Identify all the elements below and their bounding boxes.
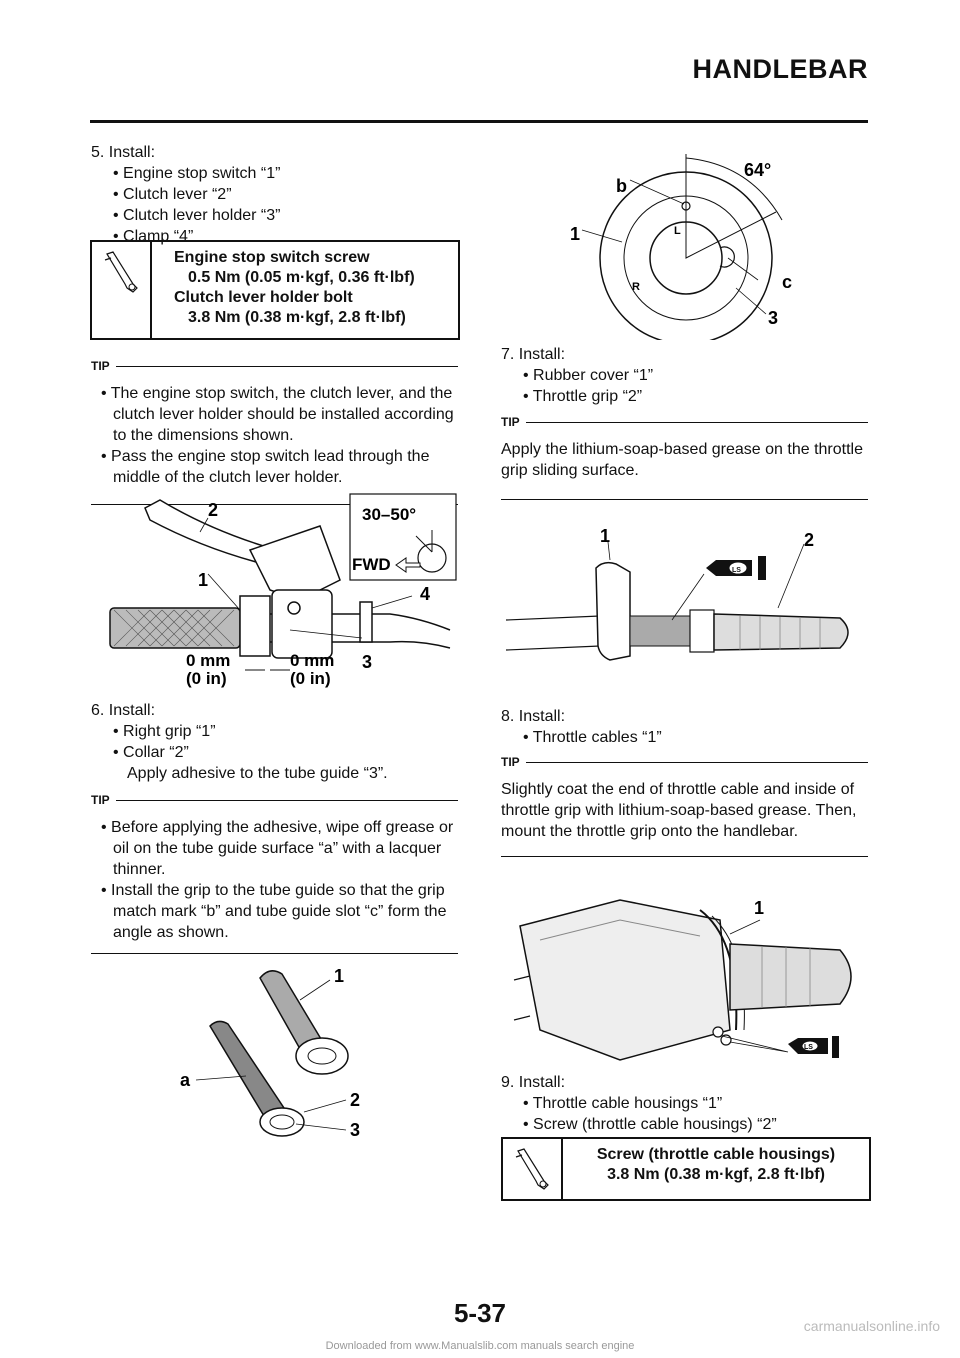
tip-2: [91, 780, 458, 954]
callout-4: 4: [420, 584, 431, 604]
step-7: [501, 344, 868, 407]
step-title: 5. Install:: [91, 144, 156, 161]
tip-label: TIP: [91, 793, 110, 807]
callout-1: 1: [754, 898, 765, 918]
list-item: • Engine stop switch “1”: [113, 165, 281, 182]
watermark: carmanualsonline.info: [803, 1318, 940, 1334]
list-item: • Right grip “1”: [113, 723, 216, 740]
grip-collar-figure: [170, 960, 390, 1150]
list-item: • Screw (throttle cable housings) “2”: [523, 1116, 777, 1133]
page-number: 5-37: [453, 1298, 507, 1328]
callout-1: 1: [334, 966, 345, 986]
step-5: [91, 142, 458, 247]
callout-b: b: [616, 176, 627, 196]
tip-3: [501, 402, 868, 500]
tip-item: • Install the grip to the tube guide so that the grip match mark “b” and tube guide slot “c” form the angle as shown.: [101, 882, 447, 941]
footer-text: Downloaded from www.Manualslib.com manuals search engine: [325, 1340, 635, 1352]
torque-wrench-icon: [92, 242, 152, 338]
step-title: 9. Install:: [501, 1074, 566, 1091]
list-item: • Throttle grip “2”: [523, 388, 643, 405]
list-item: • Clamp “4”: [113, 228, 194, 245]
grip-angle-figure: [560, 140, 820, 340]
callout-1: 1: [570, 224, 581, 244]
step-9: [501, 1072, 868, 1135]
tip-text: Apply the lithium-soap-based grease on the throttle grip sliding surface.: [501, 441, 863, 479]
callout-3: 3: [362, 652, 373, 672]
tip-label: TIP: [91, 359, 110, 373]
list-item: • Clutch lever “2”: [113, 186, 232, 203]
tip-text: Slightly coat the end of throttle cable and inside of throttle grip with lithium-soap-based grease. Then, mount the throttle grip onto the handlebar.: [501, 781, 857, 840]
list-item: • Clutch lever holder “3”: [113, 207, 281, 224]
list-item: • Throttle cable housings “1”: [523, 1095, 723, 1112]
callout-c: c: [782, 272, 793, 292]
l-mark: L: [674, 225, 681, 237]
step-title: 6. Install:: [91, 702, 156, 719]
dimension-label: 0 mm: [186, 651, 231, 670]
callout-3: 3: [350, 1120, 361, 1140]
dimension-label: (0 in): [290, 669, 331, 688]
callout-3: 3: [768, 308, 779, 328]
list-item: • Collar “2”: [113, 744, 189, 761]
fwd-label: FWD: [352, 555, 391, 574]
callout-a: a: [180, 1070, 191, 1090]
torque-spec-box: [90, 240, 460, 340]
callout-2: 2: [804, 530, 815, 550]
tip-1: [91, 346, 458, 505]
clutch-lever-figure: [90, 490, 460, 690]
step-title: 7. Install:: [501, 346, 566, 363]
tip-label: TIP: [501, 415, 520, 429]
list-item: • Throttle cables “1”: [523, 729, 662, 746]
list-item: • Rubber cover “1”: [523, 367, 654, 384]
tip-item: • Pass the engine stop switch lead through the middle of the clutch lever holder.: [101, 448, 430, 486]
step-6: [91, 700, 458, 784]
page-title: HANDLEBAR: [692, 54, 868, 84]
callout-1: 1: [198, 570, 209, 590]
spec-label: Screw (throttle cable housings): [596, 1146, 836, 1163]
ls-grease-icon: LS: [804, 1044, 813, 1051]
spec-value: 3.8 Nm (0.38 m·kgf, 2.8 ft·lbf): [188, 309, 406, 326]
torque-wrench-icon: [503, 1139, 563, 1199]
callout-1: 1: [600, 526, 611, 546]
tip-item: • The engine stop switch, the clutch lever, and the clutch lever holder should be installed according to the dimensions shown.: [101, 385, 454, 444]
spec-value: 3.8 Nm (0.38 m·kgf, 2.8 ft·lbf): [607, 1166, 825, 1183]
spec-label: Clutch lever holder bolt: [174, 289, 353, 306]
step-note: Apply adhesive to the tube guide “3”.: [127, 765, 388, 782]
header-rule: [90, 120, 868, 123]
angle-label: 64°: [744, 160, 772, 180]
callout-2: 2: [350, 1090, 361, 1110]
throttle-grip-figure: [500, 520, 870, 680]
dimension-label: 0 mm: [290, 651, 335, 670]
ls-grease-icon: LS: [732, 567, 741, 574]
spec-value: 0.5 Nm (0.05 m·kgf, 0.36 ft·lbf): [188, 269, 415, 286]
throttle-cable-figure: [500, 880, 870, 1080]
step-title: 8. Install:: [501, 708, 566, 725]
angle-label: 30–50°: [362, 505, 417, 524]
spec-label: Engine stop switch screw: [174, 249, 370, 266]
tip-item: • Before applying the adhesive, wipe off grease or oil on the tube guide surface “a” with a lacquer thinner.: [101, 819, 454, 878]
tip-label: TIP: [501, 755, 520, 769]
callout-2: 2: [208, 500, 219, 520]
r-mark: R: [632, 281, 640, 293]
dimension-label: (0 in): [186, 669, 227, 688]
tip-4: [501, 742, 868, 857]
torque-spec-box: [501, 1137, 871, 1201]
